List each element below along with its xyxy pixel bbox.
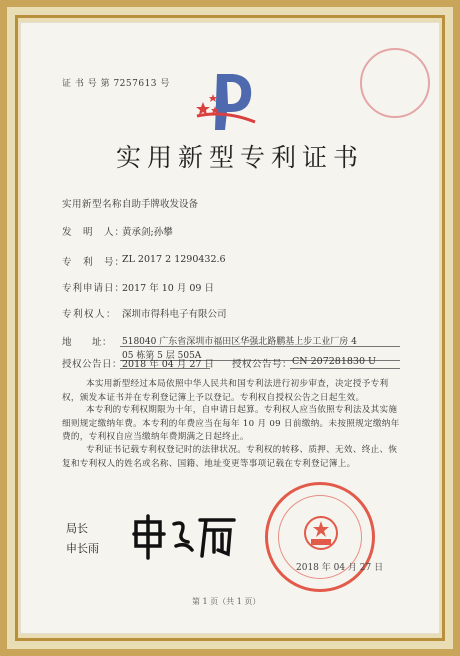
director-signature: [130, 512, 240, 562]
field-label-name: 实用新型名称：: [62, 199, 133, 210]
field-label-inventor: 发 明 人：: [62, 227, 126, 238]
field-value-filing-date: 2017 年 10 月 09 日: [122, 283, 214, 294]
grant-number-value: CN 207281830 U: [292, 356, 377, 367]
field-label-patentee: 专利权人：: [62, 309, 118, 320]
field-value-name: 自助手牌收发设备: [122, 199, 199, 210]
agency-stamp: [360, 48, 430, 118]
address-underline-1: [120, 346, 400, 347]
page-title: 实用新型专利证书: [116, 143, 365, 172]
field-label-filing-date: 专利申请日：: [62, 283, 126, 294]
official-seal: [265, 482, 375, 592]
paragraph-grant: 本实用新型经过本局依照中华人民共和国专利法进行初步审查，决定授予专利权，颁发本证书并在专利登记簿上予以登记。专利权自授权公告之日起生效。: [62, 379, 389, 403]
paragraph-term: 本专利的专利权期限为十年，自申请日起算。专利权人应当依照专利法及其实施细则规定缴纳年费。本专利的年费应当在每年 10 月 09 日前缴纳。未按照规定缴纳年费的，专利权自应当缴纳年费期满之日起终止。: [62, 405, 400, 442]
seal-date: 2018 年 04 月 27 日: [296, 563, 384, 573]
grant-date-label: 授权公告日：: [62, 359, 123, 370]
field-value-patentee: 深圳市得科电子有限公司: [122, 309, 227, 320]
paragraph-records: 专利证书记载专利权登记时的法律状况。专利权的转移、质押、无效、终止、恢复和专利权人的姓名或名称、国籍、地址变更等事项记载在专利登记簿上。: [62, 445, 398, 469]
field-value-address-line2: 05 栋第 5 层 505A: [122, 351, 202, 361]
certificate-number: 证 书 号 第 7257613 号: [62, 79, 170, 89]
grant-date-value: 2018 年 04 月 27 日: [122, 359, 214, 370]
grant-number-underline: [290, 368, 400, 369]
director-name: 申长雨: [66, 542, 99, 555]
field-label-address: 地 址：: [62, 337, 113, 348]
field-value-address-line1: 518040 广东省深圳市福田区华强北路鹏基上步工业厂房 4: [122, 337, 357, 347]
grant-date-underline: [120, 368, 210, 369]
director-title: 局长: [66, 522, 88, 535]
field-value-patent-number: ZL 2017 2 1290432.6: [122, 254, 226, 265]
field-value-inventor: 黄承剑;孙攀: [122, 227, 173, 238]
page-info: 第 1 页（共 1 页）: [192, 597, 261, 606]
grant-number-label: 授权公告号：: [232, 359, 293, 370]
national-emblem-icon: [301, 513, 341, 553]
field-label-patent-number: 专 利 号：: [62, 257, 126, 268]
cnipa-logo-icon: [195, 66, 265, 132]
